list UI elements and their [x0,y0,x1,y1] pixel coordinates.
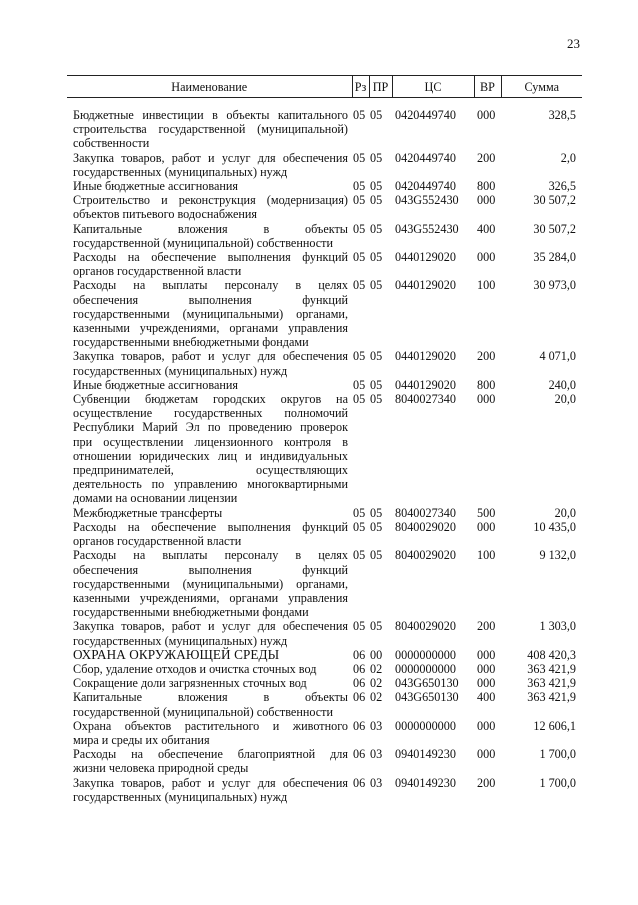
row-name-line: собственности [73,136,150,151]
row-name [67,776,352,804]
table-row [67,222,582,250]
row-name-line: Бюджетные инвестиции в объекты капитального [73,108,348,122]
row-name-line: Закупка товаров, работ и услуг для обеспечения [73,775,348,790]
row-cs: 8040027340 [395,505,456,520]
row-name-line: Закупка товаров, работ и услуг для обеспечения [73,150,348,165]
row-rz: 06 [353,661,366,676]
table-row [67,619,582,647]
row-name [67,719,352,747]
row-name-line: казенными учреждениями, органами управления [73,321,348,336]
row-name [67,662,352,676]
row-name-line: Строительство и реконструкция (модернизация) [73,193,348,208]
table-row [67,776,582,804]
row-vr: 200 [477,150,496,165]
table-row [67,648,582,662]
row-name [67,392,352,506]
header-vr: ВР [474,76,501,98]
row-name [67,250,352,278]
row-name-line: государственной (муниципальной) собственности [73,704,334,719]
row-vr: 400 [477,221,496,236]
row-sum: 363 421,9 [527,676,576,691]
table-row [67,392,582,506]
row-pr: 05 [370,278,383,293]
row-name-line: при осуществлении лицензионного контроля в [73,434,348,449]
row-name-line: Сокращение доли загрязненных сточных вод [73,676,307,691]
row-name-line: обеспечения выполнения функций [73,292,348,307]
row-pr: 05 [370,179,383,194]
table-row [67,548,582,619]
row-name-line: органов государственной власти [73,264,242,279]
row-cs: 8040029020 [395,619,456,634]
row-vr: 800 [477,179,496,194]
row-pr: 03 [370,775,383,790]
row-name-line: жизни человека природной среды [73,761,249,776]
row-sum: 20,0 [554,392,576,407]
row-cs: 0000000000 [395,718,456,733]
row-name-line: Расходы на обеспечение выполнения функций [73,519,348,534]
row-name-line: органов государственной власти [73,534,242,549]
table-row [67,676,582,690]
row-name [67,98,352,151]
header-pr: ПР [369,76,392,98]
row-rz: 05 [353,179,366,194]
row-name-line: Иные бюджетные ассигнования [73,377,239,392]
row-cs: 0420449740 [395,108,456,122]
row-name-line: государственных (муниципальных) нужд [73,164,288,179]
row-cs: 0440129020 [395,278,456,293]
row-vr: 500 [477,505,496,520]
row-cs: 0940149230 [395,747,456,762]
row-sum: 30 507,2 [533,193,576,208]
row-cs: 0940149230 [395,775,456,790]
row-rz: 05 [353,392,366,407]
row-pr: 02 [370,661,383,676]
row-cs: 0440129020 [395,377,456,392]
row-rz: 05 [353,221,366,236]
row-cs: 0000000000 [395,661,456,676]
row-cs: 0420449740 [395,150,456,165]
row-name [67,619,352,647]
row-name-line: государственными внебюджетными фондами [73,335,309,350]
row-name-line: Республики Марий Эл по проведению проверок [73,420,348,435]
row-pr: 05 [370,349,383,364]
row-name [67,378,352,392]
table-row [67,690,582,718]
row-name [67,222,352,250]
row-rz: 05 [353,193,366,208]
row-name [67,648,352,662]
row-name-line: Расходы на обеспечение благоприятной для [73,747,348,762]
row-name-line: мира и среды их обитания [73,732,210,747]
row-vr: 000 [477,718,496,733]
row-vr: 000 [477,661,496,676]
row-pr: 05 [370,505,383,520]
header-cs: ЦС [392,76,474,98]
row-name-line: Капитальные вложения в объекты [73,690,348,705]
row-cs: 8040029020 [395,548,456,563]
table-row [67,747,582,775]
row-name-line: обеспечения выполнения функций [73,562,348,577]
row-rz: 05 [353,349,366,364]
row-name-line: казенными учреждениями, органами управления [73,590,348,605]
row-name-line: Иные бюджетные ассигнования [73,179,239,194]
row-sum: 2,0 [560,150,576,165]
row-vr: 200 [477,619,496,634]
row-rz: 06 [353,690,366,705]
row-name-line: государственными внебюджетными фондами [73,605,309,620]
row-name-line: деятельность по управлению многоквартирными [73,477,348,492]
row-sum: 328,5 [548,108,576,122]
row-vr: 000 [477,747,496,762]
row-name-line: государственными (муниципальными) органами, [73,306,348,321]
table-header [67,76,582,98]
row-vr: 100 [477,548,496,563]
table-row [67,662,582,676]
row-pr: 05 [370,250,383,265]
row-name-line: государственной (муниципальной) собственности [73,235,334,250]
table-row [67,506,582,520]
row-name-line: отношении юридических лиц и индивидуальных [73,448,348,463]
row-cs: 8040027340 [395,392,456,407]
row-name [67,151,352,179]
row-name [67,193,352,221]
row-cs: 0420449740 [395,179,456,194]
row-vr: 000 [477,647,496,662]
row-rz: 05 [353,278,366,293]
row-rz: 06 [353,775,366,790]
row-pr: 02 [370,676,383,691]
table-row [67,179,582,193]
row-rz: 06 [353,718,366,733]
row-sum: 35 284,0 [533,250,576,265]
table-row [67,151,582,179]
row-rz: 06 [353,747,366,762]
row-name [67,520,352,548]
row-sum: 363 421,9 [527,690,576,705]
row-name-line: объектов питьевого водоснабжения [73,207,258,222]
row-name [67,690,352,718]
row-vr: 000 [477,519,496,534]
row-name-line: домами на основании лицензии [73,491,238,506]
row-rz: 05 [353,250,366,265]
row-name-line: государственных (муниципальных) нужд [73,363,288,378]
row-pr: 02 [370,690,383,705]
row-cs: 043G552430 [395,193,459,208]
row-name [67,179,352,193]
row-cs: 043G650130 [395,690,459,705]
row-vr: 000 [477,108,496,122]
table-row [67,98,582,151]
row-name-line: строительства государственной (муниципальной) [73,122,348,137]
row-name-line: Межбюджетные трансферты [73,505,223,520]
row-pr: 05 [370,108,383,122]
table-row [67,250,582,278]
table-body [67,98,582,804]
row-pr: 05 [370,619,383,634]
row-vr: 200 [477,775,496,790]
row-name-line: Закупка товаров, работ и услуг для обеспечения [73,349,348,364]
row-pr: 00 [370,647,383,662]
row-vr: 000 [477,193,496,208]
row-rz: 05 [353,519,366,534]
row-sum: 1 700,0 [539,775,576,790]
row-pr: 03 [370,747,383,762]
row-vr: 200 [477,349,496,364]
header-rz: Рз [352,76,369,98]
row-pr: 05 [370,377,383,392]
row-cs: 0440129020 [395,250,456,265]
row-sum: 1 700,0 [539,747,576,762]
row-name-line: Сбор, удаление отходов и очистка сточных вод [73,661,317,676]
table-row [67,378,582,392]
table-row [67,193,582,221]
row-sum: 1 303,0 [539,619,576,634]
page-number: 23 [567,36,580,51]
row-name [67,278,352,349]
row-vr: 000 [477,250,496,265]
row-pr: 05 [370,548,383,563]
row-rz: 05 [353,108,366,122]
row-name-line: Охрана объектов растительного и животного [73,718,348,733]
row-rz: 05 [353,150,366,165]
row-sum: 326,5 [548,179,576,194]
row-sum: 12 606,1 [533,718,576,733]
row-vr: 000 [477,676,496,691]
row-name [67,747,352,775]
row-rz: 05 [353,619,366,634]
row-sum: 9 132,0 [539,548,576,563]
row-pr: 05 [370,221,383,236]
row-name-line: государственных (муниципальных) нужд [73,633,288,648]
row-name-line: Расходы на выплаты персоналу в целях [73,278,348,293]
row-cs: 043G552430 [395,221,459,236]
row-rz: 06 [353,676,366,691]
row-pr: 05 [370,193,383,208]
row-cs: 0440129020 [395,349,456,364]
row-vr: 000 [477,392,496,407]
row-sum: 408 420,3 [527,647,576,662]
row-name-line: предпринимателей, осуществляющих [73,463,348,478]
row-vr: 100 [477,278,496,293]
table-row [67,520,582,548]
row-name-line: Расходы на обеспечение выполнения функций [73,250,348,265]
row-sum: 240,0 [548,377,576,392]
row-name-line: государственными (муниципальными) органами, [73,576,348,591]
header-sum: Сумма [501,76,582,98]
row-cs: 043G650130 [395,676,459,691]
row-name-line: осуществление государственных полномочий [73,406,348,421]
table-row [67,719,582,747]
row-vr: 400 [477,690,496,705]
row-rz: 05 [353,505,366,520]
row-name-line: государственных (муниципальных) нужд [73,789,288,804]
row-cs: 8040029020 [395,519,456,534]
row-sum: 4 071,0 [539,349,576,364]
row-rz: 05 [353,548,366,563]
row-pr: 03 [370,718,383,733]
row-sum: 30 507,2 [533,221,576,236]
row-name-line: ОХРАНА ОКРУЖАЮЩЕЙ СРЕДЫ [73,646,280,662]
row-sum: 10 435,0 [533,519,576,534]
row-cs: 0000000000 [395,647,456,662]
row-name-line: Закупка товаров, работ и услуг для обеспечения [73,619,348,634]
row-name [67,676,352,690]
row-pr: 05 [370,392,383,407]
row-name [67,349,352,377]
budget-table [67,75,582,804]
row-name-line: Субвенции бюджетам городских округов на [73,392,348,407]
row-rz: 05 [353,377,366,392]
row-rz: 06 [353,647,366,662]
row-pr: 05 [370,150,383,165]
table-row [67,278,582,349]
header-name: Наименование [67,76,352,98]
row-name-line: Капитальные вложения в объекты [73,221,348,236]
row-name [67,548,352,619]
row-sum: 20,0 [554,505,576,520]
row-sum: 363 421,9 [527,661,576,676]
row-pr: 05 [370,519,383,534]
row-name-line: Расходы на выплаты персоналу в целях [73,548,348,563]
row-sum: 30 973,0 [533,278,576,293]
row-vr: 800 [477,377,496,392]
table-row [67,349,582,377]
row-name [67,506,352,520]
